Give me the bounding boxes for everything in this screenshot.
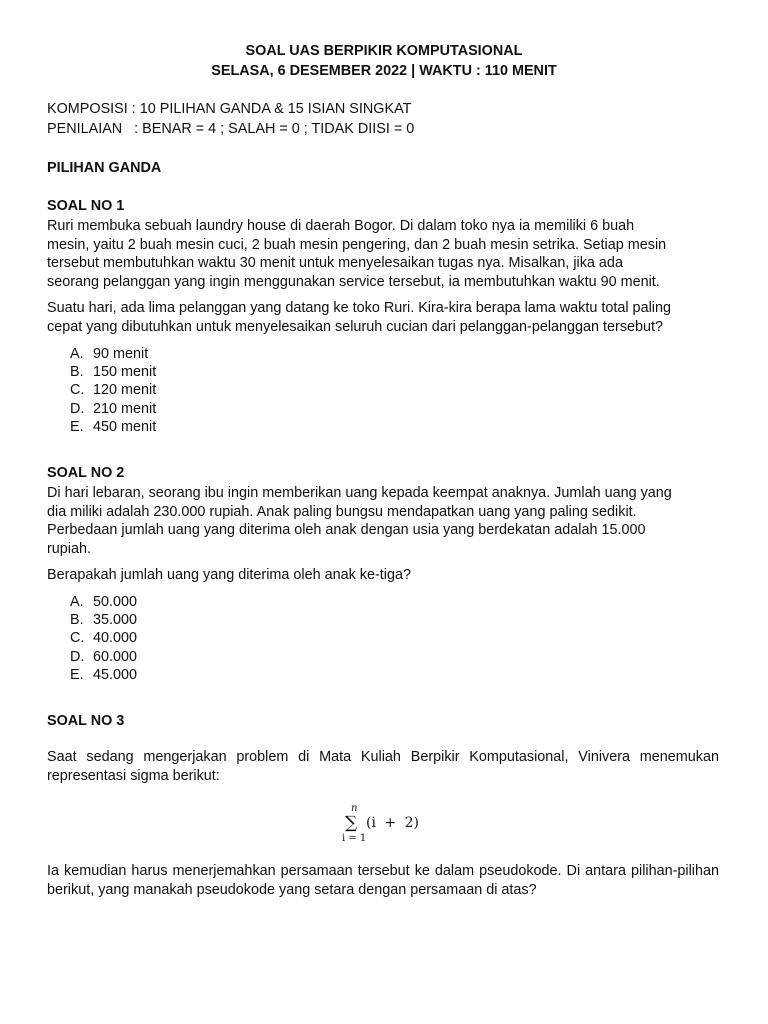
- option-text: 150 menit: [93, 364, 157, 381]
- option-d: [70, 400, 156, 418]
- question-2-options: [70, 593, 137, 684]
- option-text: 450 menit: [93, 418, 157, 435]
- option-text: 50.000: [93, 594, 138, 610]
- body-line: Di hari lebaran, seorang ibu ingin memberikan uang kepada keempat anaknya. Jumlah uang yang: [47, 485, 672, 501]
- option-b: [70, 611, 137, 629]
- option-letter: E.: [70, 666, 84, 683]
- question-2-heading: SOAL NO 2: [47, 465, 125, 481]
- option-letter: A.: [70, 594, 84, 610]
- body-line: rupiah.: [47, 540, 92, 557]
- exam-subtitle: SELASA, 6 DESEMBER 2022 | WAKTU : 110 MENIT: [211, 63, 557, 79]
- komposisi-line: KOMPOSISI : 10 PILIHAN GANDA & 15 ISIAN SINGKAT: [47, 101, 412, 117]
- body-line: mesin, yaitu 2 buah mesin cuci, 2 buah mesin pengering, dan 2 buah mesin setrika. Setiap mesin: [47, 236, 667, 253]
- option-c: [70, 381, 156, 399]
- option-letter: E.: [70, 418, 84, 435]
- option-d: [70, 648, 137, 666]
- option-letter: C.: [70, 382, 85, 399]
- option-c: [70, 629, 137, 647]
- question-2-body: [47, 484, 719, 558]
- option-text: 35.000: [93, 612, 138, 629]
- question-1-prompt: [47, 299, 719, 336]
- penilaian-line: PENILAIAN : BENAR = 4 ; SALAH = 0 ; TIDAK DIISI = 0: [47, 121, 415, 137]
- option-text: 210 menit: [93, 400, 157, 417]
- question-1-heading: SOAL NO 1: [47, 198, 125, 214]
- option-text: 90 menit: [93, 346, 149, 362]
- question-2-prompt: [47, 566, 719, 585]
- option-letter: C.: [70, 630, 85, 647]
- body-line: seorang pelanggan yang ingin menggunakan service tersebut, ia membutuhkan waktu 90 menit.: [47, 273, 660, 290]
- prompt-line: Berapakah jumlah uang yang diterima oleh anak ke-tiga?: [47, 567, 411, 583]
- sigma-formula: [340, 803, 460, 848]
- option-letter: B.: [70, 364, 84, 381]
- body-line: tersebut membutuhkan waktu 30 menit untuk menyelesaikan tugas nya. Misalkan, jika ada: [47, 255, 623, 271]
- exam-title: SOAL UAS BERPIKIR KOMPUTASIONAL: [245, 43, 523, 59]
- sigma-lower-limit: i = 1: [342, 833, 367, 844]
- option-letter: B.: [70, 612, 84, 629]
- option-b: [70, 363, 156, 381]
- question-1-options: [70, 345, 156, 436]
- body-line: Perbedaan jumlah uang yang diterima oleh anak dengan usia yang berdekatan adalah 15.000: [47, 522, 646, 538]
- question-3-intro: Saat sedang mengerjakan problem di Mata Kuliah Berpikir Komputasional, Vinivera menemukan representasi sigma berikut:: [47, 749, 719, 784]
- option-a: [70, 345, 156, 363]
- body-line: dia miliki adalah 230.000 rupiah. Anak paling bungsu mendapatkan uang yang paling sedikit.: [47, 503, 637, 520]
- sigma-upper-limit: n: [351, 803, 358, 814]
- option-text: 60.000: [93, 648, 138, 665]
- option-text: 45.000: [93, 666, 138, 683]
- question-3-followup: Ia kemudian harus menerjemahkan persamaan tersebut ke dalam pseudokode. Di antara pilihan-pilihan berikut, yang manakah pseudokode yang setara dengan persamaan di atas?: [47, 863, 719, 898]
- option-a: [70, 593, 137, 611]
- section-title: PILIHAN GANDA: [47, 160, 162, 176]
- option-letter: A.: [70, 346, 84, 362]
- option-letter: D.: [70, 648, 85, 665]
- option-text: 40.000: [93, 630, 138, 647]
- option-e: [70, 666, 137, 684]
- question-3-heading: SOAL NO 3: [47, 713, 125, 729]
- body-line: Ruri membuka sebuah laundry house di daerah Bogor. Di dalam toko nya ia memiliki 6 buah: [47, 218, 635, 234]
- question-1-body: [47, 217, 719, 291]
- prompt-line: Suatu hari, ada lima pelanggan yang datang ke toko Ruri. Kira-kira berapa lama waktu total paling: [47, 300, 671, 316]
- option-letter: D.: [70, 400, 85, 417]
- sigma-expression: (i + 2): [366, 815, 419, 831]
- sigma-symbol: ∑: [345, 813, 358, 833]
- prompt-line: cepat yang dibutuhkan untuk menyelesaikan seluruh cucian dari pelanggan-pelanggan tersebut?: [47, 318, 664, 335]
- option-e: [70, 418, 156, 436]
- option-text: 120 menit: [93, 382, 157, 399]
